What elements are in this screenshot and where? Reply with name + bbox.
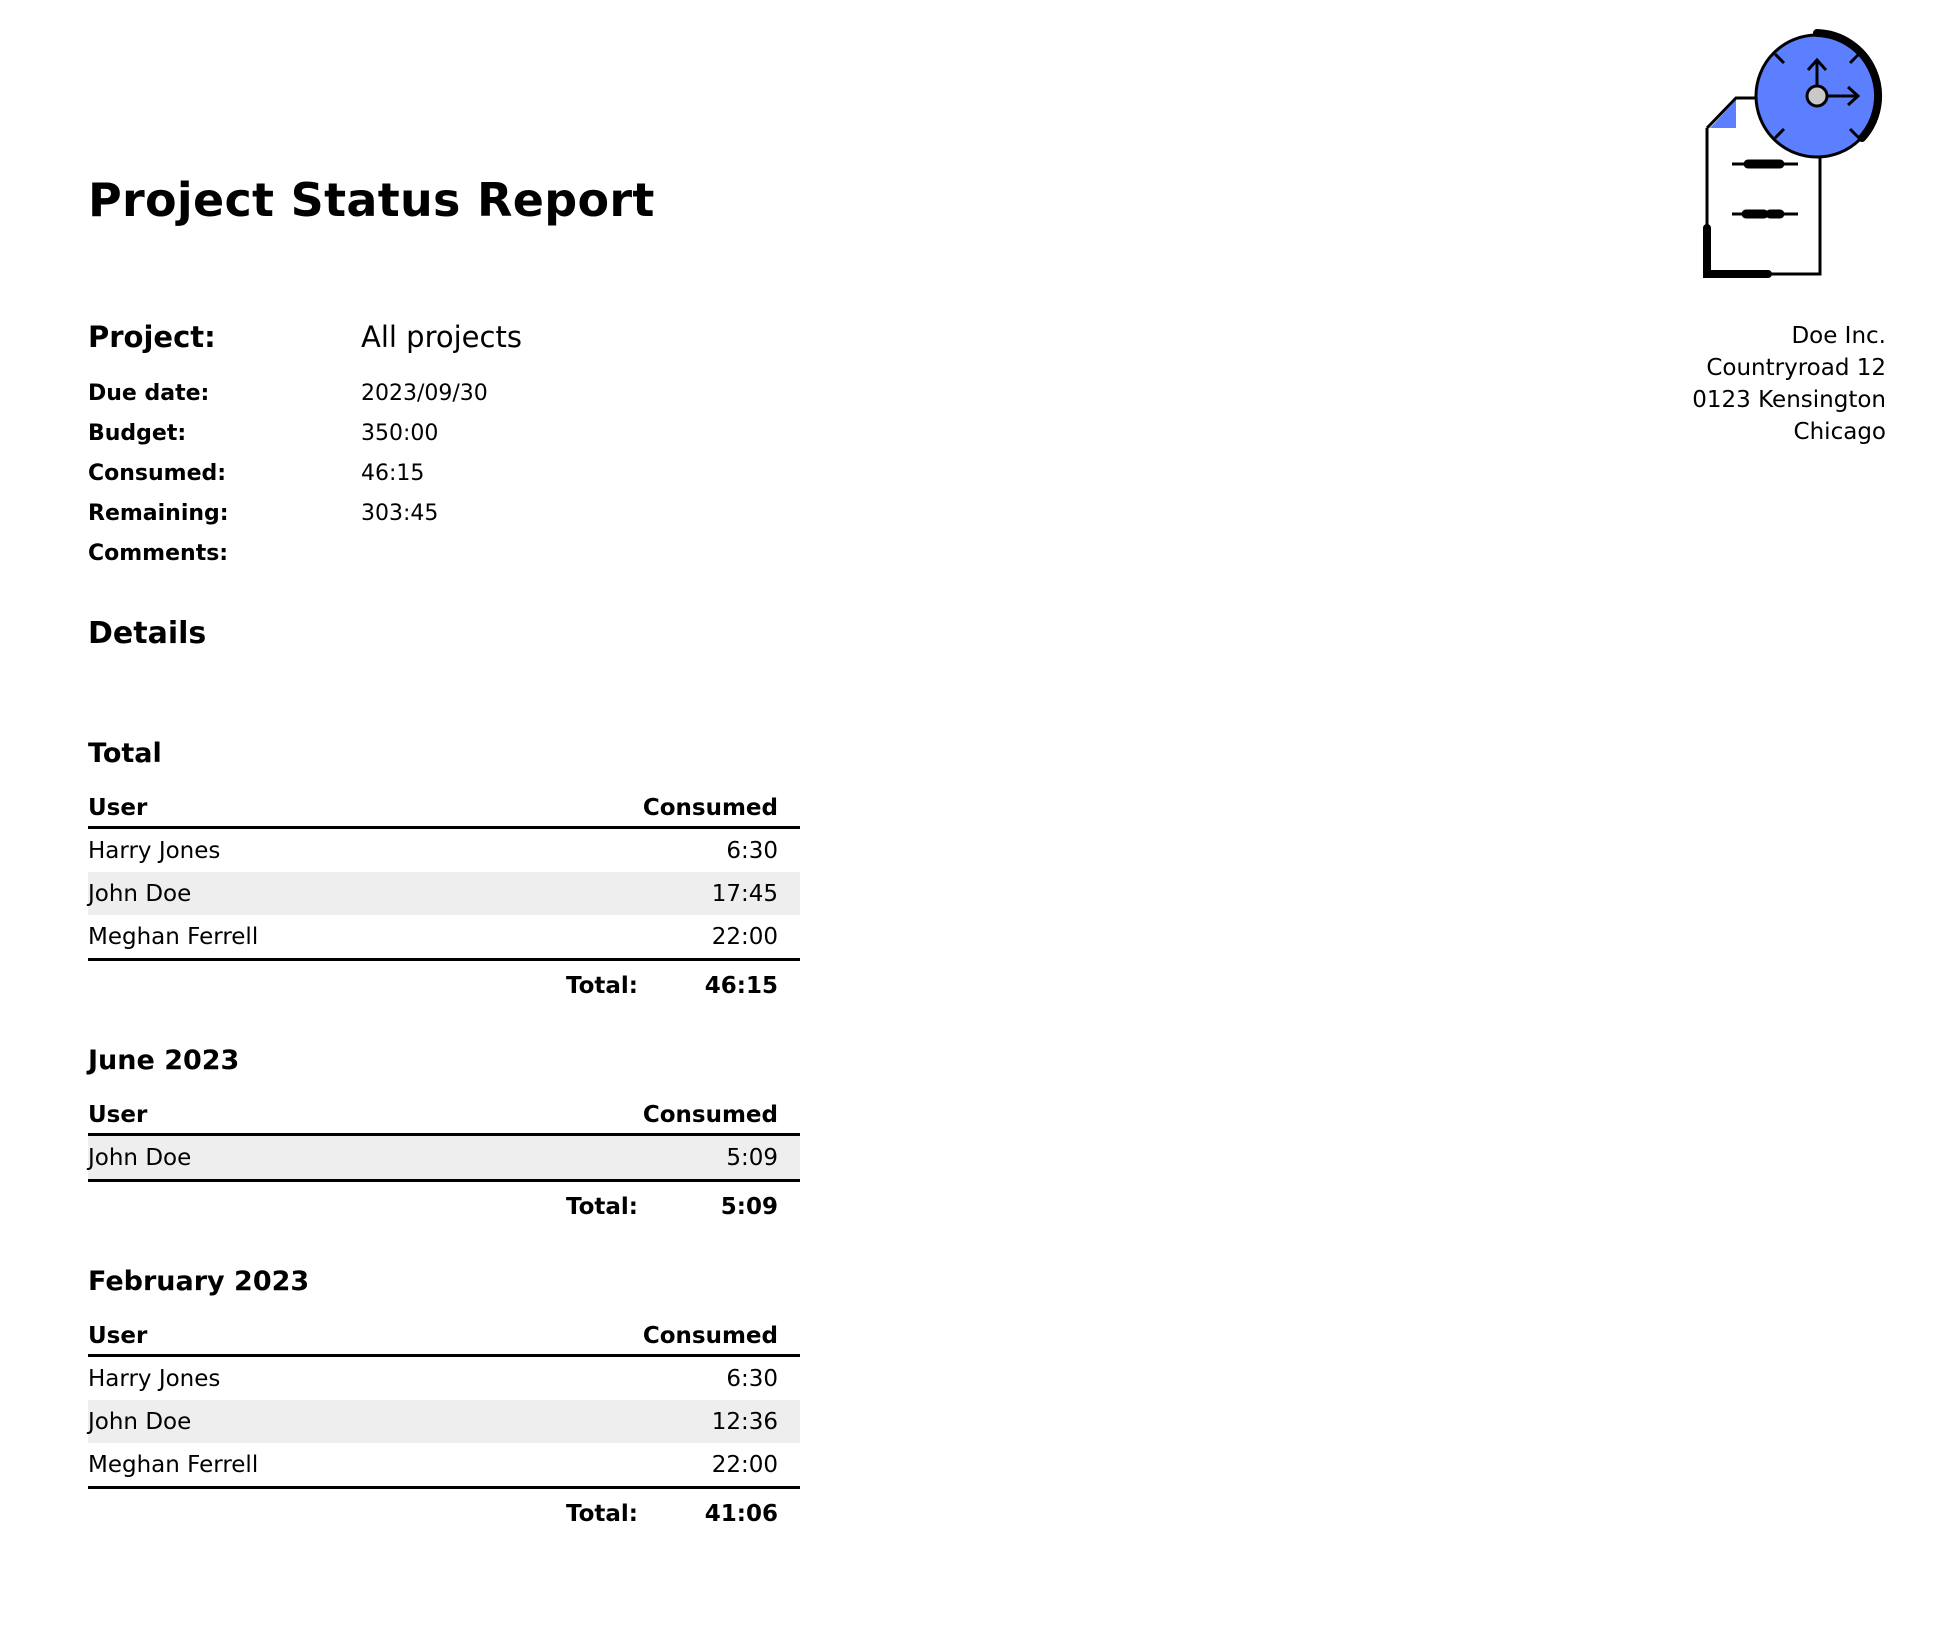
consumed-value: 46:15 [361,461,425,486]
total-label: Total: [565,1194,638,1220]
details-heading: Details [88,616,207,651]
table-header-row [88,1097,800,1135]
remaining-value: 303:45 [361,501,439,526]
total-value: 5:09 [720,1194,778,1220]
consumption-table [88,790,800,1011]
column-header-user: User [88,790,518,828]
total-value: 41:06 [704,1501,778,1527]
project-value: All projects [361,320,522,354]
section-february-2023 [88,1262,800,1539]
row-consumed: 22:00 [518,915,800,960]
table-row [88,872,800,915]
table-row [88,1443,800,1488]
section-title: Total [88,738,162,769]
row-consumed: 6:30 [726,837,778,864]
row-user: John Doe [88,872,518,915]
row-consumed: 6:30 [726,1365,778,1392]
total-label: Total: [565,1501,638,1527]
document-clock-icon [1680,28,1892,286]
table-total-row [88,960,800,1012]
row-user: John Doe [88,1135,518,1181]
section-june-2023 [88,1041,800,1232]
company-address [1692,320,1886,448]
column-header-consumed: Consumed [518,1097,800,1135]
consumption-table [88,1318,800,1539]
section-title: February 2023 [88,1266,310,1297]
due-date-value: 2023/09/30 [361,381,488,406]
section-title: June 2023 [88,1045,240,1076]
table-row [88,1135,800,1181]
total-value: 46:15 [704,973,778,999]
row-user: Harry Jones [88,1365,221,1392]
row-consumed: 22:00 [518,1443,800,1488]
remaining-label: Remaining: [88,501,229,526]
row-consumed: 12:36 [518,1400,800,1443]
company-city: Chicago [1793,419,1886,445]
company-postal: 0123 Kensington [1692,387,1886,413]
row-user: Meghan Ferrell [88,915,518,960]
table-row [88,1400,800,1443]
consumed-label: Consumed: [88,461,227,486]
column-header-user: User [88,1318,518,1356]
total-label: Total: [565,973,638,999]
page-title: Project Status Report [88,173,655,227]
table-header-row [88,790,800,828]
company-name: Doe Inc. [1791,323,1886,349]
section-total [88,734,800,1011]
row-user: Harry Jones [88,837,221,864]
project-label: Project: [88,320,216,354]
company-street: Countryroad 12 [1706,355,1886,381]
row-consumed: 17:45 [518,872,800,915]
comments-label: Comments: [88,541,229,566]
budget-label: Budget: [88,421,187,446]
row-user: John Doe [88,1400,518,1443]
budget-value: 350:00 [361,421,439,446]
table-header-row [88,1318,800,1356]
consumption-table [88,1097,800,1232]
column-header-consumed: Consumed [518,1318,800,1356]
row-user: Meghan Ferrell [88,1443,518,1488]
row-consumed: 5:09 [518,1135,800,1181]
table-row [88,915,800,960]
table-total-row [88,1488,800,1540]
column-header-consumed: Consumed [518,790,800,828]
due-date-label: Due date: [88,381,210,406]
table-total-row [88,1181,800,1233]
table-row [88,1356,800,1401]
column-header-user: User [88,1097,518,1135]
table-row [88,828,800,873]
